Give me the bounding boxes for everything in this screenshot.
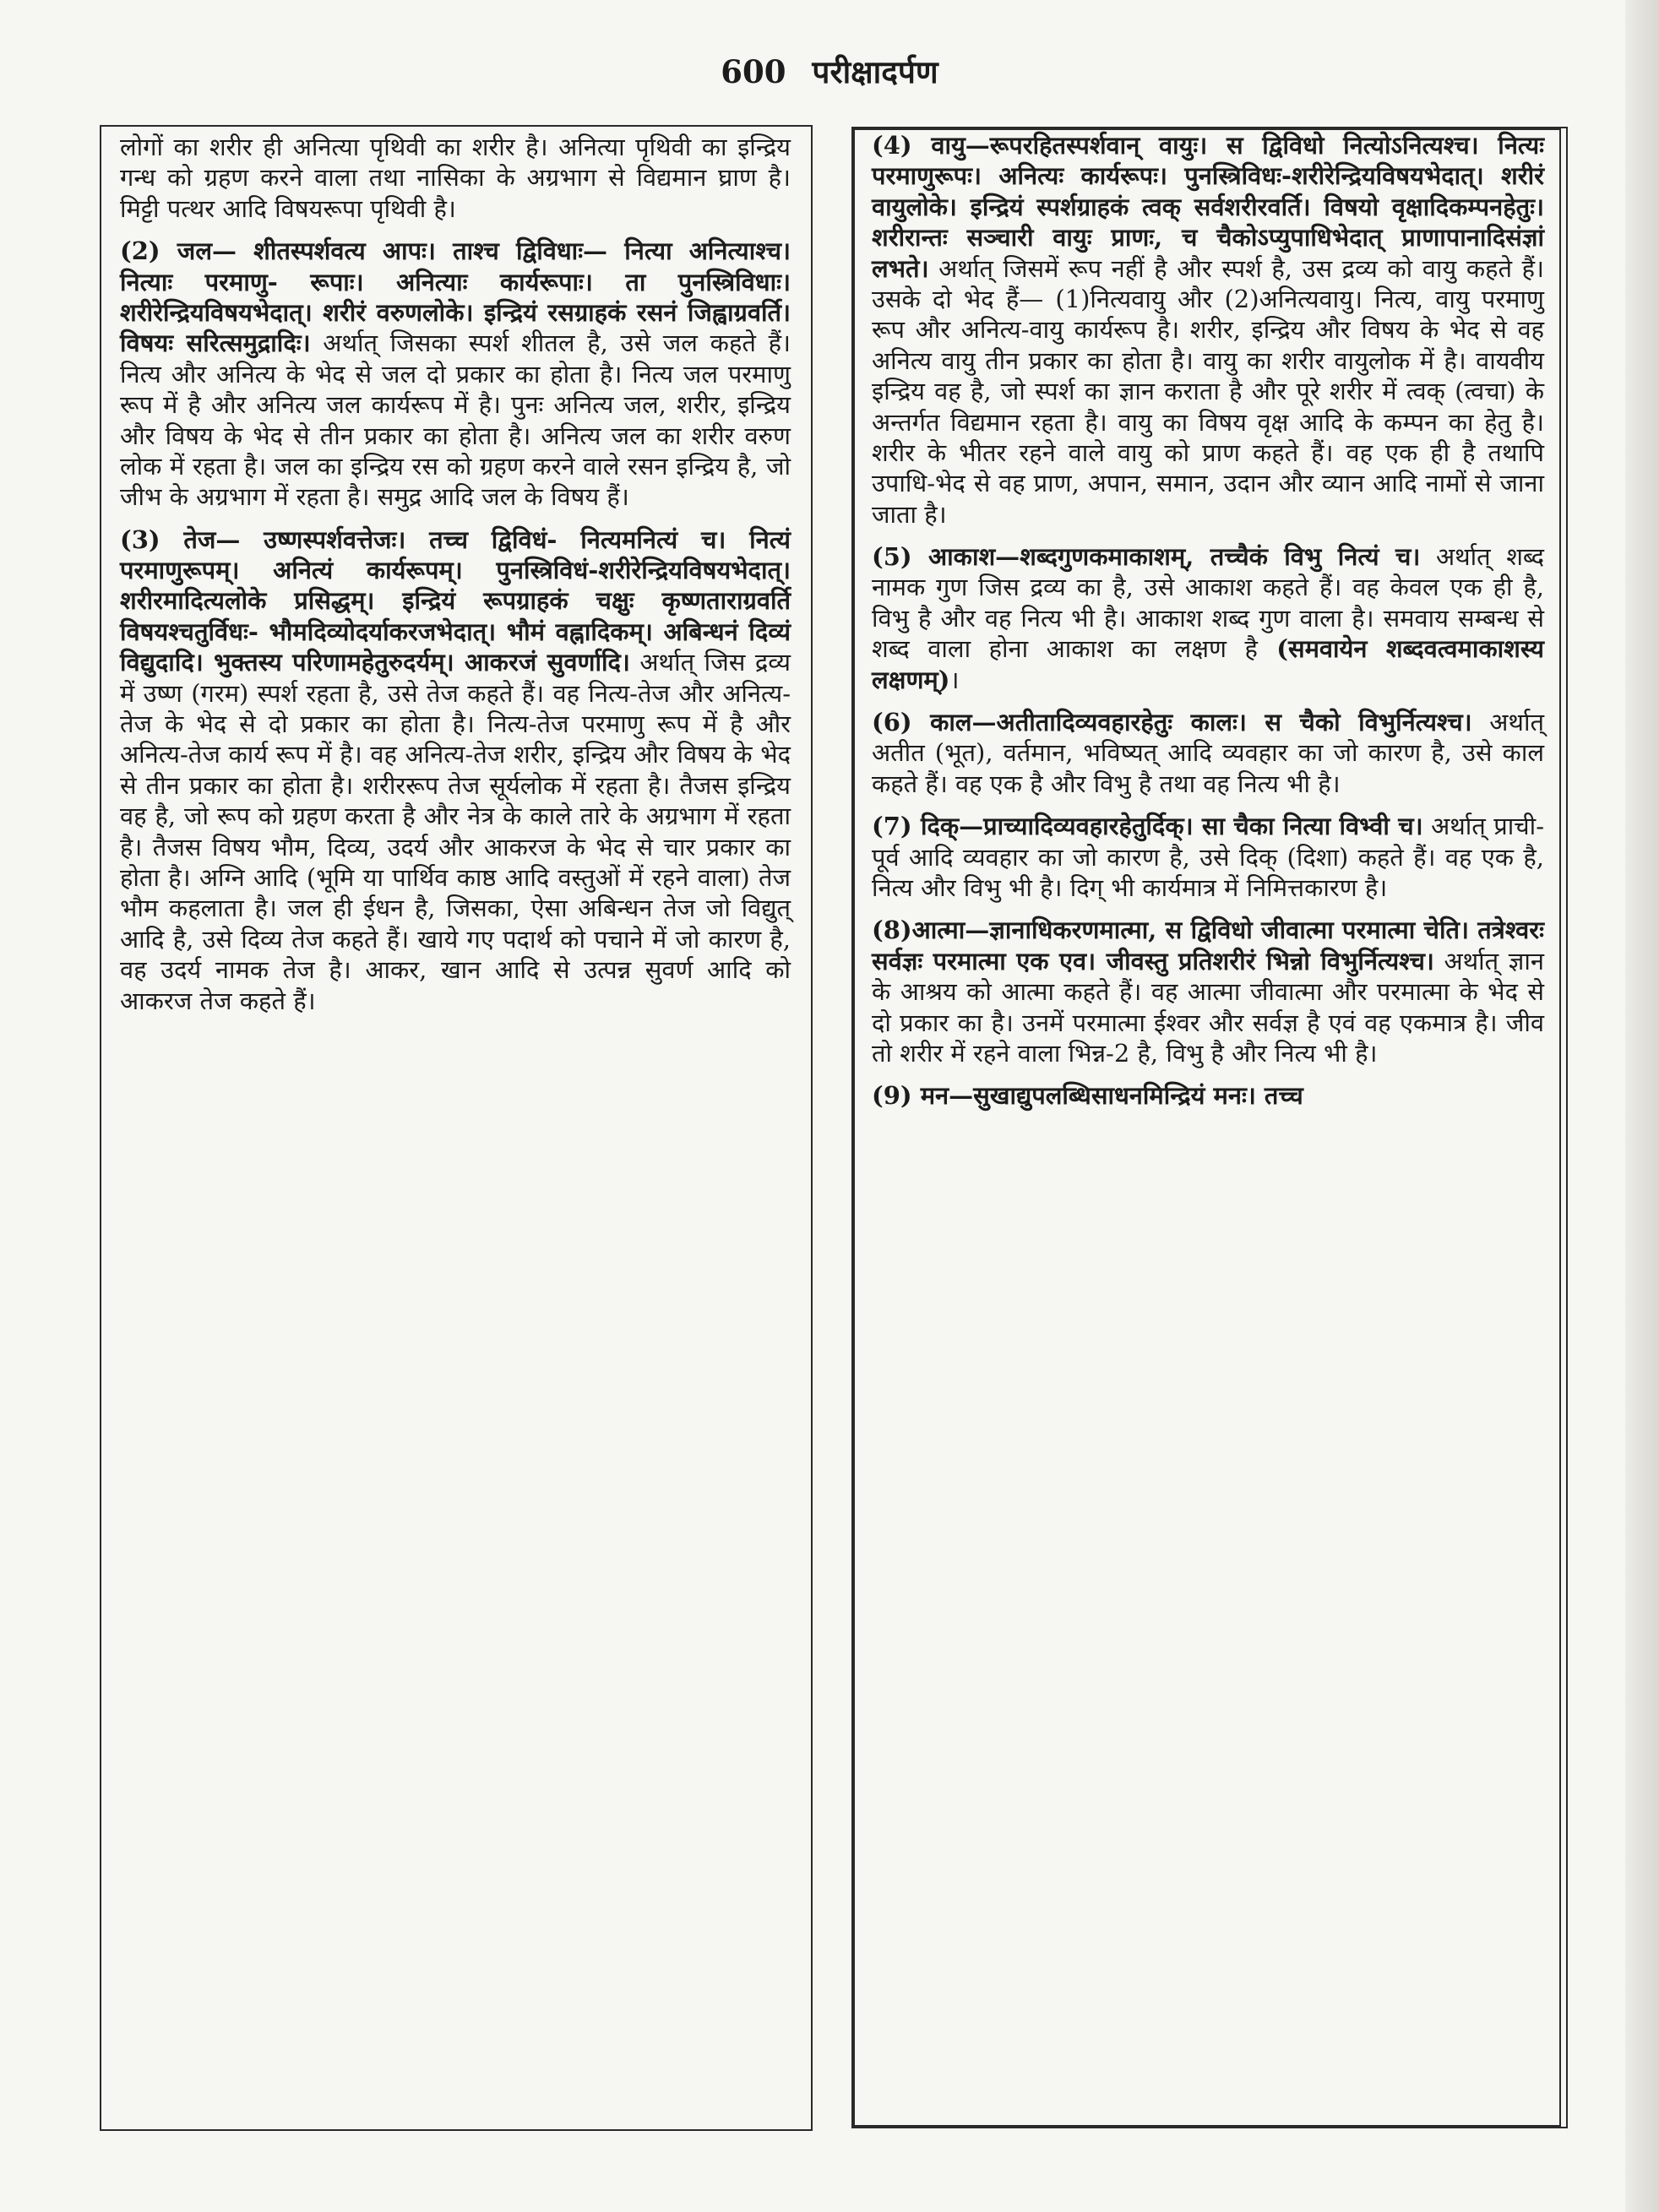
hindi-explanation: अर्थात् जिसका स्पर्श शीतल है, उसे जल कहते हैं। नित्य और अनित्य के भेद से जल दो प्रकार का होता है। नित्य जल परमाणु रूप में है और अनित्य जल कार्यरूप में है। पुनः अनित्य जल, शरीर, इन्द्रिय और विषय के भेद से तीन प्रकार का होता है। अनित्य जल का शरीर वरुण लोक में रहता है। जल का इन्द्रिय रस को ग्रहण करने वाले रसन इन्द्रिय है, जो जीभ के अग्रभाग में रहता है। समुद्र आदि जल के विषय हैं। — [120, 329, 791, 512]
sanskrit-sutra: (2) जल— शीतस्पर्शवत्य आपः। ताश्च द्विविधाः— नित्या अनित्याश्च। नित्याः परमाणु- रूपाः। अनित्याः कार्यरूपाः। ता पुनस्त्रिविधाः। शरीरेन्द्रियविषयभेदात्। शरीरं वरुणलोके। इन्द्रियं रसग्राहकं रसनं जिह्वाग्रवर्ति। विषयः सरित्समुद्रादिः। — [120, 236, 791, 358]
paragraph-kaal — [872, 707, 1544, 799]
hindi-explanation: अर्थात् अतीत (भूत), वर्तमान, भविष्यत् आदि व्यवहार का जो कारण है, उसे काल कहते हैं। वह एक है और विभु है तथा वह नित्य भी है। — [872, 708, 1544, 798]
paragraph-man — [872, 1080, 1544, 1111]
page-edge-shadow — [1625, 0, 1659, 2212]
sanskrit-sutra: (5) आकाश—शब्दगुणकमाकाशम्, तच्चैकं विभु नित्यं च। — [872, 542, 1421, 572]
paragraph-dik — [872, 811, 1544, 903]
hindi-explanation: अर्थात् जिस द्रव्य में उष्ण (गरम) स्पर्श रहता है, उसे तेज कहते हैं। वह नित्य-तेज और अनित्य-तेज के भेद से दो प्रकार का होता है। नित्य-तेज परमाणु रूप में है और अनित्य-तेज कार्य रूप में है। वह अनित्य-तेज शरीर, इन्द्रिय और विषय के भेद से तीन प्रकार का होता है। शरीररूप तेज सूर्यलोक में रहता है। तैजस इन्द्रिय वह है, जो रूप को ग्रहण करता है और नेत्र के काले तारे के अग्रभाग में रहता है। तैजस विषय भौम, दिव्य, उदर्य और आकरज के भेद से चार प्रकार का होता है। अग्नि आदि (भूमि या पार्थिव काष्ठ आदि वस्तुओं में रहने वाला) तेज भौम कहलाता है। जल ही ईधन है, जिसका, ऐसा अबिन्धन तेज जो विद्युत् आदि है, उसे दिव्य तेज कहते हैं। खाये गए पदार्थ को पचाने में जो कारण है, वह उदर्य नामक तेज है। आकर, खान आदि से उत्पन्न सुवर्ण आदि को आकरज तेज कहते हैं। — [120, 648, 791, 1015]
paragraph-jal — [120, 236, 791, 513]
hindi-explanation: अर्थात् शब्द नामक गुण जिस द्रव्य का है, उसे आकाश कहते हैं। वह केवल एक ही है, विभु है और वह नित्य भी है। आकाश शब्द गुण वाला है। समवाय सम्बन्ध से शब्द वाला होना आकाश का लक्षण है — [872, 542, 1544, 664]
left-column — [100, 125, 813, 2131]
paragraph-akash — [872, 541, 1544, 695]
paragraph-text: लोगों का शरीर ही अनित्या पृथिवी का शरीर है। अनित्या पृथिवी का इन्द्रिय गन्ध को ग्रहण करने वाला तथा नासिका के अग्रभाग से विद्यमान घ्राण है। मिट्टी पत्थर आदि विषयरूपा पृथिवी है। — [120, 133, 791, 223]
hindi-explanation: अर्थात् प्राची-पूर्व आदि व्यवहार का जो कारण है, उसे दिक् (दिशा) कहते हैं। वह एक है, नित्य और विभु भी है। दिग् भी कार्यमात्र में निमित्तकारण है। — [872, 812, 1544, 902]
paragraph-end: । — [949, 665, 960, 694]
paragraph-tej — [120, 524, 791, 1016]
paragraph-atma — [872, 915, 1544, 1068]
hindi-explanation: अर्थात् ज्ञान के आश्रय को आत्मा कहते हैं। वह आत्मा जीवात्मा और परमात्मा के भेद से दो प्रकार का है। उनमें परमात्मा ईश्वर और सर्वज्ञ है एवं वह एकमात्र है। जीव तो शरीर में रहने वाला भिन्न-2 है, विभु है और नित्य भी है। — [872, 946, 1544, 1068]
sanskrit-sutra: (7) दिक्—प्राच्यादिव्यवहारहेतुर्दिक्। सा चैका नित्या विभ्वी च। — [872, 812, 1423, 841]
paragraph-prithvi-continued — [120, 132, 791, 224]
right-column — [851, 127, 1568, 2128]
sanskrit-sutra: (3) तेज— उष्णस्पर्शवत्तेजः। तच्च द्विविधं- नित्यमनित्यं च। नित्यं परमाणुरूपम्। अनित्यं कार्यरूपम्। पुनस्त्रिविधं-शरीरेन्द्रियविषयभेदात्। शरीरमादित्यलोके प्रसिद्धम्। इन्द्रियं रूपग्राहकं चक्षुः कृष्णताराग्रवर्ति विषयश्चतुर्विधः- भौमदिव्योदर्याकरजभेदात्। भौमं वह्नादिकम्। अबिन्धनं दिव्यं विद्युदादि। भुक्तस्य परिणामहेतुरुदर्यम्। आकरजं सुवर्णादि। — [120, 524, 791, 677]
sanskrit-definition: (समवायेन शब्दवत्वमाकाशस्य लक्षणम्) — [872, 634, 1545, 694]
sanskrit-sutra: (8)आत्मा—ज्ञानाधिकरणमात्मा, स द्विविधो जीवात्मा परमात्मा चेति। तत्रेश्वरः सर्वज्ञः परमात्मा एक एव। जीवस्तु प्रतिशरीरं भिन्नो विभुर्नित्यश्च। — [872, 916, 1544, 976]
sanskrit-sutra: (6) काल—अतीतादिव्यवहारहेतुः कालः। स चैको विभुर्नित्यश्च। — [872, 708, 1472, 737]
page-header — [0, 49, 1659, 92]
book-title: परीक्षादर्पण — [812, 53, 938, 90]
right-column-inner-frame — [853, 128, 1561, 2127]
sanskrit-sutra: (4) वायु—रूपरहितस्पर्शवान् वायुः। स द्विविधो नित्योऽनित्यश्च। नित्यः परमाणुरूपः। अनित्यः कार्यरूपः। पुनस्त्रिविधः-शरीरेन्द्रियविषयभेदात्। शरीरं वायुलोके। इन्द्रियं स्पर्शग्राहकं त्वक् सर्वशरीरवर्ति। विषयो वृक्षादिकम्पनहेतुः। शरीरान्तः सञ्चारी वायुः प्राणः, च चैकोऽप्युपाधिभेदात् प्राणापानादिसंज्ञां लभते। — [872, 131, 1544, 283]
hindi-explanation: अर्थात् जिसमें रूप नहीं है और स्पर्श है, उस द्रव्य को वायु कहते हैं। उसके दो भेद हैं— (1)नित्यवायु और (2)अनित्यवायु। नित्य, वायु परमाणु रूप और अनित्य-वायु कार्यरूप है। शरीर, इन्द्रिय और विषय के भेद से वह अनित्य वायु तीन प्रकार का होता है। वायु का शरीर वायुलोक में है। वायवीय इन्द्रिय वह है, जो स्पर्श का ज्ञान कराता है और पूरे शरीर में त्वक् (त्वचा) के अन्तर्गत विद्यमान रहता है। वायु का विषय वृक्ष आदि के कम्पन का हेतु है। शरीर के भीतर रहने वाले वायु को प्राण कहते हैं। वह एक ही है तथापि उपाधि-भेद से वह प्राण, अपान, समान, उदान और व्यान आदि नामों से जाना जाता है। — [872, 253, 1544, 529]
page-number: 600 — [721, 53, 786, 90]
sanskrit-sutra: (9) मन—सुखाद्युपलब्धिसाधनमिन्द्रियं मनः। तच्च — [872, 1081, 1303, 1111]
paragraph-vayu — [872, 130, 1544, 530]
